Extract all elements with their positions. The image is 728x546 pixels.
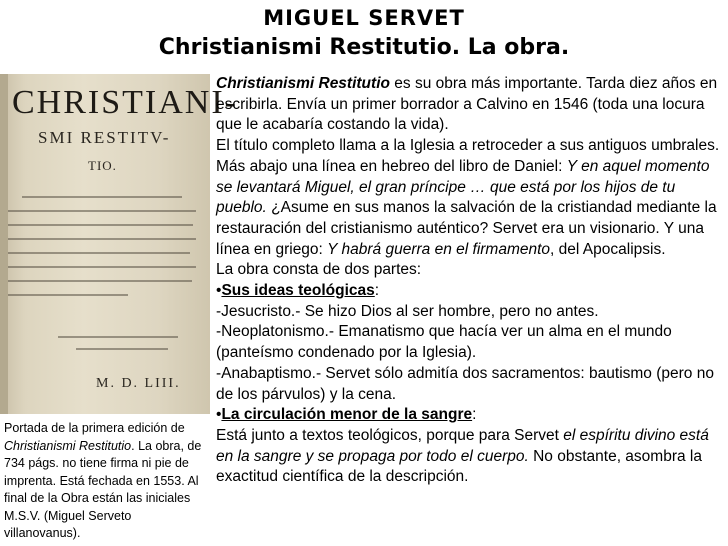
heading-theological-ideas: •Sus ideas teológicas: [216,282,380,300]
paragraph-intro: Christianismi Restitutio es su obra más importante. Tarda diez años en escribirla. Envía un primer borrador a Calvino en 1546 (toda una locura que le acabaría costando la vida). [216,75,718,134]
list-item-anabaptismo: -Anabaptismo.- Servet sólo admitía dos sacramentos: bautismo (pero no de los párvulos) y la cena. [216,364,714,403]
paragraph-parts: La obra consta de dos partes: [216,261,422,279]
cover-title-line-1: CHRISTIANI- [12,84,238,121]
paragraph-title-explanation: El título completo llama a la Iglesia a retroceder a sus antiguos umbrales. Más abajo una línea en hebreo del libro de Daniel: Y en aquel momento se levantará Miguel, el gran príncipe … que está por los hijos de tu pueblo. ¿Asume en sus manos la salvación de la cristiandad mediante la restauración del cristianismo auténtico? Servet era un visionario. Y una línea en griego: Y habrá guerra en el firmamento, del Apocalipsis. [216,137,720,258]
book-spine [0,74,8,414]
slide-subtitle: Christianismi Restitutio. La obra. [158,35,570,60]
slide-title: MIGUEL SERVET [263,6,465,30]
heading-blood-circulation: •La circulación menor de la sangre: [216,406,477,424]
cover-title-line-3: TIO. [88,158,117,173]
main-text [216,74,724,488]
paragraph-blood-circulation: Está junto a textos teológicos, porque para Servet el espíritu divino está en la sangre y se propaga por todo el cuerpo. No obstante, asombra la exactitud científica de la descripción. [216,426,709,486]
list-item-jesucristo: -Jesucristo.- Se hizo Dios al ser hombre, pero no antes. [216,302,599,320]
cover-title-line-2: SMI RESTITV- [38,128,171,147]
cover-caption: Portada de la primera edición de Christianismi Restitutio. La obra, de 734 págs. no tiene firma ni pie de imprenta. Está fechada en 1553. Al final de la Obra están las iniciales M.S.V. (Miguel Serveto villanovanus). [4,421,202,540]
book-cover-image [0,74,238,414]
list-item-neoplatonismo: -Neoplatonismo.- Emanatismo que hacía ver un alma en el mundo (panteísmo condenado por la Iglesia). [216,323,672,362]
cover-date: M. D. LIII. [96,376,181,391]
